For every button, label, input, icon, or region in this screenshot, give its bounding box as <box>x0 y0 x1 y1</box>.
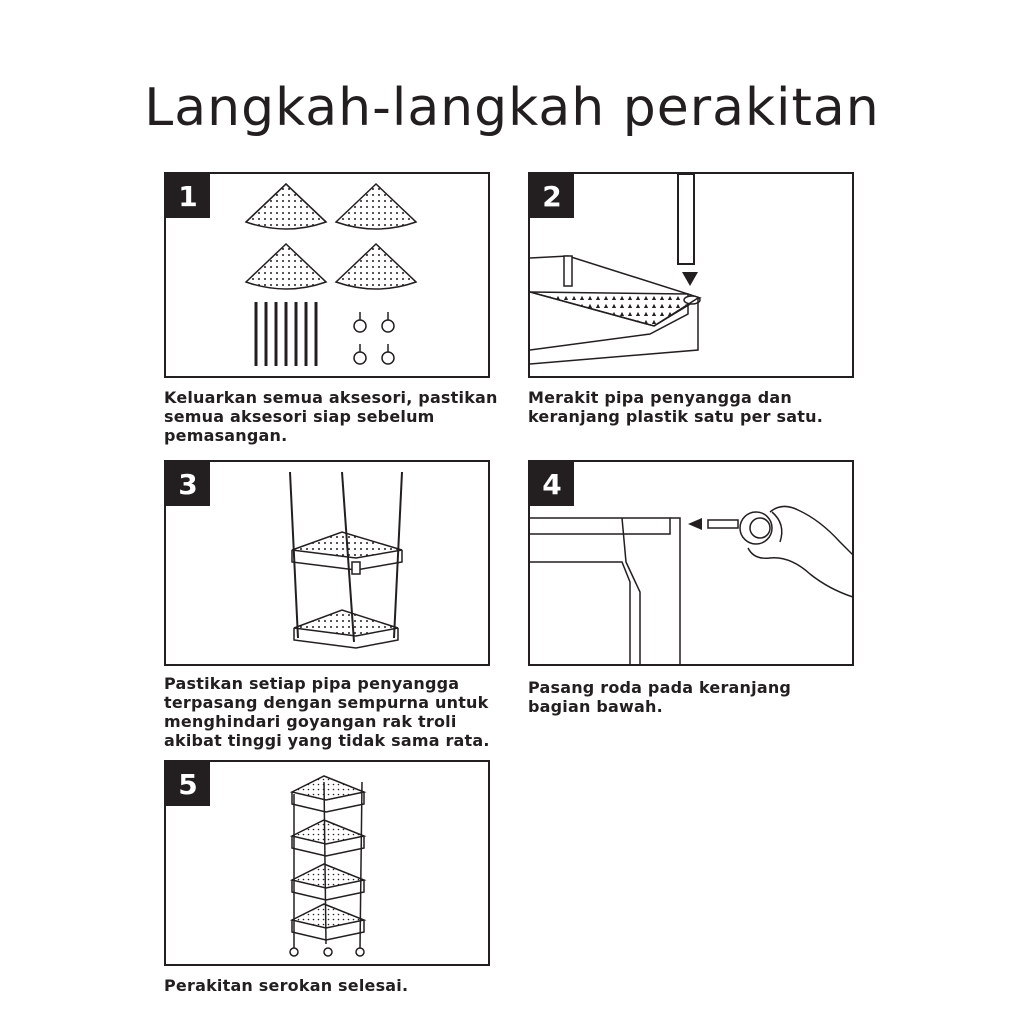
lower-basket <box>294 610 398 648</box>
step-2-panel <box>528 172 854 378</box>
pipe-insertion-illustration <box>530 174 854 378</box>
step-4-caption: Pasang roda pada keranjang bagian bawah. <box>528 678 792 716</box>
step-1-number: 1 <box>166 174 210 218</box>
basket-side <box>530 518 680 666</box>
step-2-number: 2 <box>530 174 574 218</box>
left-arrow-icon <box>688 518 702 530</box>
tier-1 <box>292 776 364 812</box>
rack-wheels <box>290 948 364 956</box>
assembled-rack-illustration <box>166 762 490 966</box>
tier-3 <box>292 864 364 900</box>
step-2-caption: Merakit pipa penyangga dan keranjang plastik satu per satu. <box>528 388 823 426</box>
corner-basket-2 <box>336 184 416 229</box>
corner-basket-4 <box>336 244 416 289</box>
plastic-basket <box>530 256 700 364</box>
step-5-panel <box>164 760 490 966</box>
support-pipe <box>678 174 694 264</box>
wheel-installation-illustration <box>530 462 854 666</box>
step-4-number: 4 <box>530 462 574 506</box>
tier-2 <box>292 820 364 856</box>
accessories-illustration <box>166 174 490 378</box>
step-3-number: 3 <box>166 462 210 506</box>
step-3-caption: Pastikan setiap pipa penyangga terpasang dengan sempurna untuk menghindari goyangan rak troli akibat tinggi yang tidak sama rata. <box>164 674 490 750</box>
upper-basket <box>292 532 402 574</box>
step-5-caption: Perakitan serokan selesai. <box>164 976 409 995</box>
frame-alignment-illustration <box>166 462 490 666</box>
tier-4 <box>292 904 364 940</box>
step-4-panel <box>528 460 854 666</box>
caster-wheels <box>354 312 394 364</box>
step-1-caption: Keluarkan semua aksesori, pastikan semua aksesori siap sebelum pemasangan. <box>164 388 498 445</box>
caster-wheel <box>708 512 772 544</box>
corner-basket-1 <box>246 184 326 229</box>
step-5-number: 5 <box>166 762 210 806</box>
down-arrow-icon <box>682 272 698 286</box>
step-3-panel <box>164 460 490 666</box>
step-1-panel <box>164 172 490 378</box>
corner-basket-3 <box>246 244 326 289</box>
page-title: Langkah-langkah perakitan <box>144 78 880 138</box>
support-pipes <box>256 302 316 366</box>
